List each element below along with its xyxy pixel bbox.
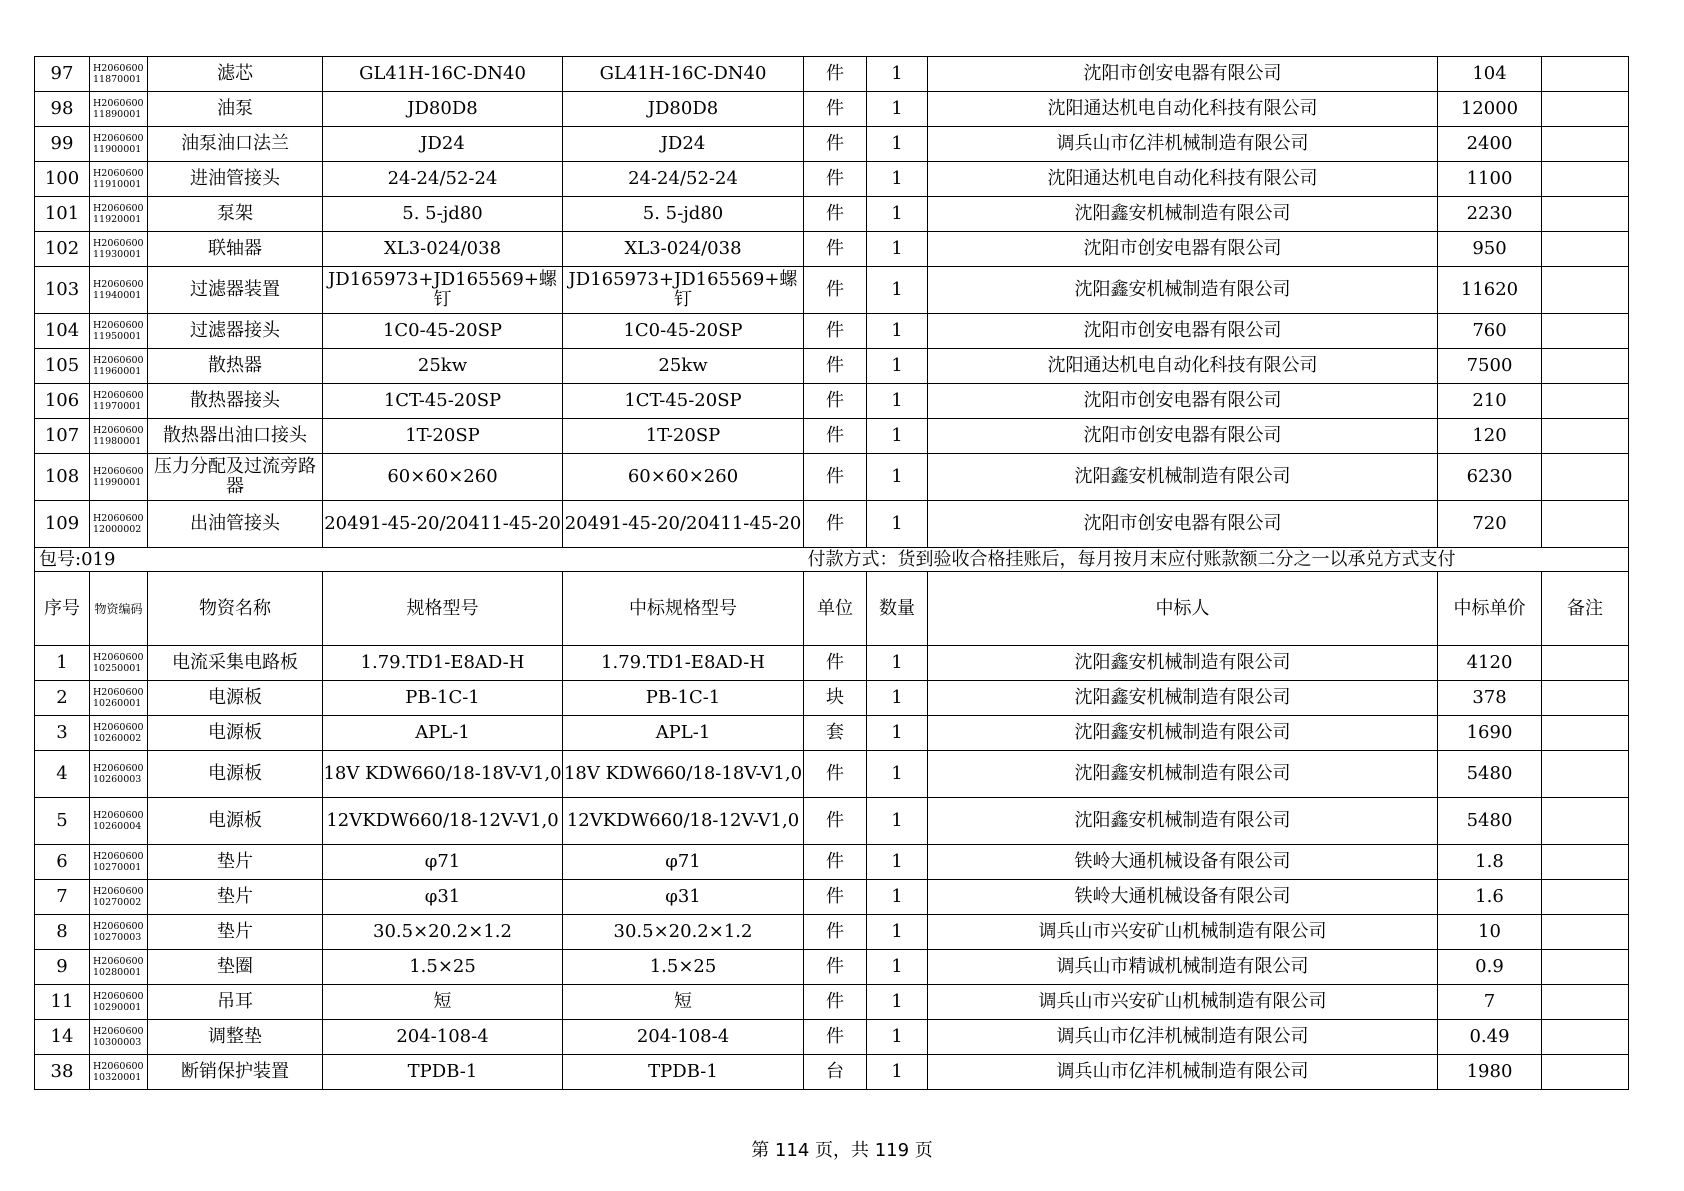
- row-name: 过滤器接头: [148, 314, 323, 349]
- row-winner: 沈阳鑫安机械制造有限公司: [928, 454, 1438, 501]
- row-price: 12000: [1438, 92, 1542, 127]
- header-row: [35, 572, 1629, 646]
- row-bid-spec: 1.5×25: [563, 950, 804, 985]
- row-price: 720: [1438, 501, 1542, 548]
- row-code: H2060600 11930001: [90, 232, 148, 267]
- row-spec: 20491-45-20/20411-45-20: [323, 501, 563, 548]
- row-price: 760: [1438, 314, 1542, 349]
- row-winner: 铁岭大通机械设备有限公司: [928, 845, 1438, 880]
- table-row: [35, 57, 1629, 92]
- row-qty: 1: [867, 985, 928, 1020]
- row-winner: 沈阳通达机电自动化科技有限公司: [928, 349, 1438, 384]
- row-name: 滤芯: [148, 57, 323, 92]
- row-price: 1.8: [1438, 845, 1542, 880]
- row-winner: 调兵山市兴安矿山机械制造有限公司: [928, 985, 1438, 1020]
- row-price: 0.49: [1438, 1020, 1542, 1055]
- row-name: 垫片: [148, 880, 323, 915]
- row-unit: 件: [804, 57, 867, 92]
- row-winner: 调兵山市精诚机械制造有限公司: [928, 950, 1438, 985]
- procurement-table: [34, 56, 1629, 1090]
- row-price: 1.6: [1438, 880, 1542, 915]
- header-qty: 数量: [867, 572, 928, 646]
- row-qty: 1: [867, 501, 928, 548]
- row-code: H2060600 11950001: [90, 314, 148, 349]
- row-unit: 件: [804, 197, 867, 232]
- row-note: [1542, 1055, 1629, 1090]
- row-spec: 1CT-45-20SP: [323, 384, 563, 419]
- row-spec: 24-24/52-24: [323, 162, 563, 197]
- row-name: 垫圈: [148, 950, 323, 985]
- row-no: 14: [35, 1020, 90, 1055]
- row-note: [1542, 646, 1629, 681]
- row-no: 7: [35, 880, 90, 915]
- header-bid-spec: 中标规格型号: [563, 572, 804, 646]
- table-row: [35, 267, 1629, 314]
- row-no: 98: [35, 92, 90, 127]
- row-note: [1542, 454, 1629, 501]
- row-note: [1542, 197, 1629, 232]
- row-qty: 1: [867, 681, 928, 716]
- row-bid-spec: φ71: [563, 845, 804, 880]
- table-row: [35, 950, 1629, 985]
- row-winner: 沈阳通达机电自动化科技有限公司: [928, 92, 1438, 127]
- table-row: [35, 646, 1629, 681]
- row-code: H2060600 10320001: [90, 1055, 148, 1090]
- row-note: [1542, 985, 1629, 1020]
- table-row: [35, 985, 1629, 1020]
- row-winner: 调兵山市亿沣机械制造有限公司: [928, 1055, 1438, 1090]
- row-winner: 调兵山市亿沣机械制造有限公司: [928, 127, 1438, 162]
- row-code: H2060600 11910001: [90, 162, 148, 197]
- row-price: 4120: [1438, 646, 1542, 681]
- row-bid-spec: 1C0-45-20SP: [563, 314, 804, 349]
- header-code: 物资编码: [90, 572, 148, 646]
- row-name: 电源板: [148, 751, 323, 798]
- row-spec: 25kw: [323, 349, 563, 384]
- row-note: [1542, 681, 1629, 716]
- row-winner: 沈阳鑫安机械制造有限公司: [928, 681, 1438, 716]
- row-unit: 件: [804, 798, 867, 845]
- table-row: [35, 798, 1629, 845]
- row-unit: 件: [804, 845, 867, 880]
- row-unit: 件: [804, 419, 867, 454]
- row-qty: 1: [867, 845, 928, 880]
- row-price: 1690: [1438, 716, 1542, 751]
- row-note: [1542, 716, 1629, 751]
- row-spec: φ31: [323, 880, 563, 915]
- row-qty: 1: [867, 798, 928, 845]
- row-price: 1100: [1438, 162, 1542, 197]
- row-name: 散热器出油口接头: [148, 419, 323, 454]
- row-price: 0.9: [1438, 950, 1542, 985]
- row-name: 联轴器: [148, 232, 323, 267]
- row-name: 出油管接头: [148, 501, 323, 548]
- table-row: [35, 384, 1629, 419]
- row-qty: 1: [867, 1055, 928, 1090]
- row-unit: 件: [804, 267, 867, 314]
- row-bid-spec: 25kw: [563, 349, 804, 384]
- row-price: 2400: [1438, 127, 1542, 162]
- row-spec: 5. 5-jd80: [323, 197, 563, 232]
- payment-terms: 付款方式：货到验收合格挂账后，每月按月末应付账款额二分之一以承兑方式支付: [804, 548, 1629, 572]
- row-name: 油泵: [148, 92, 323, 127]
- row-code: H2060600 12000002: [90, 501, 148, 548]
- row-code: H2060600 10270001: [90, 845, 148, 880]
- row-qty: 1: [867, 1020, 928, 1055]
- row-price: 5480: [1438, 798, 1542, 845]
- row-no: 4: [35, 751, 90, 798]
- row-spec: 1.5×25: [323, 950, 563, 985]
- row-no: 103: [35, 267, 90, 314]
- row-code: H2060600 11980001: [90, 419, 148, 454]
- row-qty: 1: [867, 92, 928, 127]
- row-no: 38: [35, 1055, 90, 1090]
- row-code: H2060600 10260002: [90, 716, 148, 751]
- row-bid-spec: 1.79.TD1-E8AD-H: [563, 646, 804, 681]
- row-note: [1542, 232, 1629, 267]
- row-note: [1542, 384, 1629, 419]
- row-qty: 1: [867, 349, 928, 384]
- row-spec: PB-1C-1: [323, 681, 563, 716]
- row-qty: 1: [867, 419, 928, 454]
- row-code: H2060600 11890001: [90, 92, 148, 127]
- row-bid-spec: 1T-20SP: [563, 419, 804, 454]
- row-code: H2060600 10280001: [90, 950, 148, 985]
- row-unit: 件: [804, 646, 867, 681]
- row-price: 210: [1438, 384, 1542, 419]
- row-name: 吊耳: [148, 985, 323, 1020]
- row-unit: 件: [804, 501, 867, 548]
- table-row: [35, 454, 1629, 501]
- row-unit: 台: [804, 1055, 867, 1090]
- table-row: [35, 314, 1629, 349]
- row-qty: 1: [867, 314, 928, 349]
- row-note: [1542, 127, 1629, 162]
- row-code: H2060600 10270003: [90, 915, 148, 950]
- row-spec: φ71: [323, 845, 563, 880]
- row-note: [1542, 751, 1629, 798]
- row-bid-spec: 204-108-4: [563, 1020, 804, 1055]
- row-note: [1542, 501, 1629, 548]
- table-row: [35, 845, 1629, 880]
- row-winner: 沈阳鑫安机械制造有限公司: [928, 197, 1438, 232]
- row-unit: 套: [804, 716, 867, 751]
- row-spec: 204-108-4: [323, 1020, 563, 1055]
- row-code: H2060600 10260004: [90, 798, 148, 845]
- row-spec: JD80D8: [323, 92, 563, 127]
- row-winner: 沈阳鑫安机械制造有限公司: [928, 798, 1438, 845]
- row-spec: APL-1: [323, 716, 563, 751]
- row-winner: 沈阳市创安电器有限公司: [928, 501, 1438, 548]
- row-bid-spec: 30.5×20.2×1.2: [563, 915, 804, 950]
- row-note: [1542, 314, 1629, 349]
- row-code: H2060600 11940001: [90, 267, 148, 314]
- row-note: [1542, 92, 1629, 127]
- table-row: [35, 419, 1629, 454]
- row-no: 100: [35, 162, 90, 197]
- table-row: [35, 915, 1629, 950]
- row-code: H2060600 11990001: [90, 454, 148, 501]
- row-name: 泵架: [148, 197, 323, 232]
- row-price: 10: [1438, 915, 1542, 950]
- row-no: 109: [35, 501, 90, 548]
- row-spec: TPDB-1: [323, 1055, 563, 1090]
- table-row: [35, 501, 1629, 548]
- row-no: 8: [35, 915, 90, 950]
- row-qty: 1: [867, 127, 928, 162]
- row-no: 11: [35, 985, 90, 1020]
- header-name: 物资名称: [148, 572, 323, 646]
- row-unit: 件: [804, 950, 867, 985]
- row-no: 6: [35, 845, 90, 880]
- row-price: 7500: [1438, 349, 1542, 384]
- row-spec: 18V KDW660/18-18V-V1,0: [323, 751, 563, 798]
- package-row: [35, 548, 1629, 572]
- row-spec: 1.79.TD1-E8AD-H: [323, 646, 563, 681]
- row-note: [1542, 57, 1629, 92]
- row-unit: 件: [804, 349, 867, 384]
- package-label: 包号:019: [35, 548, 804, 572]
- row-qty: 1: [867, 950, 928, 985]
- row-unit: 块: [804, 681, 867, 716]
- row-unit: 件: [804, 880, 867, 915]
- row-unit: 件: [804, 1020, 867, 1055]
- row-price: 120: [1438, 419, 1542, 454]
- row-note: [1542, 419, 1629, 454]
- row-qty: 1: [867, 197, 928, 232]
- row-name: 过滤器装置: [148, 267, 323, 314]
- row-note: [1542, 349, 1629, 384]
- row-winner: 沈阳鑫安机械制造有限公司: [928, 751, 1438, 798]
- header-winner: 中标人: [928, 572, 1438, 646]
- row-winner: 沈阳鑫安机械制造有限公司: [928, 267, 1438, 314]
- row-winner: 沈阳市创安电器有限公司: [928, 384, 1438, 419]
- row-name: 垫片: [148, 915, 323, 950]
- table-row: [35, 880, 1629, 915]
- row-qty: 1: [867, 57, 928, 92]
- row-unit: 件: [804, 92, 867, 127]
- row-unit: 件: [804, 915, 867, 950]
- row-code: H2060600 10300003: [90, 1020, 148, 1055]
- row-bid-spec: φ31: [563, 880, 804, 915]
- row-name: 压力分配及过流旁路器: [148, 454, 323, 501]
- row-winner: 沈阳市创安电器有限公司: [928, 57, 1438, 92]
- row-no: 1: [35, 646, 90, 681]
- bottom-rows: [35, 646, 1629, 1090]
- row-winner: 沈阳市创安电器有限公司: [928, 419, 1438, 454]
- row-qty: 1: [867, 384, 928, 419]
- row-code: H2060600 11920001: [90, 197, 148, 232]
- row-name: 电流采集电路板: [148, 646, 323, 681]
- row-spec: GL41H-16C-DN40: [323, 57, 563, 92]
- row-winner: 沈阳市创安电器有限公司: [928, 232, 1438, 267]
- row-bid-spec: 60×60×260: [563, 454, 804, 501]
- row-code: H2060600 10250001: [90, 646, 148, 681]
- row-spec: 12VKDW660/18-12V-V1,0: [323, 798, 563, 845]
- row-code: H2060600 10270002: [90, 880, 148, 915]
- row-bid-spec: APL-1: [563, 716, 804, 751]
- header-unit: 单位: [804, 572, 867, 646]
- row-no: 101: [35, 197, 90, 232]
- row-bid-spec: 短: [563, 985, 804, 1020]
- header-spec: 规格型号: [323, 572, 563, 646]
- row-bid-spec: 24-24/52-24: [563, 162, 804, 197]
- row-bid-spec: JD24: [563, 127, 804, 162]
- row-no: 9: [35, 950, 90, 985]
- row-winner: 沈阳市创安电器有限公司: [928, 314, 1438, 349]
- row-spec: 短: [323, 985, 563, 1020]
- row-winner: 沈阳鑫安机械制造有限公司: [928, 716, 1438, 751]
- row-name: 散热器接头: [148, 384, 323, 419]
- row-no: 102: [35, 232, 90, 267]
- row-unit: 件: [804, 454, 867, 501]
- row-winner: 铁岭大通机械设备有限公司: [928, 880, 1438, 915]
- row-note: [1542, 267, 1629, 314]
- header-price: 中标单价: [1438, 572, 1542, 646]
- row-no: 99: [35, 127, 90, 162]
- row-no: 97: [35, 57, 90, 92]
- row-price: 104: [1438, 57, 1542, 92]
- row-note: [1542, 798, 1629, 845]
- row-name: 断销保护装置: [148, 1055, 323, 1090]
- row-code: H2060600 11900001: [90, 127, 148, 162]
- row-name: 油泵油口法兰: [148, 127, 323, 162]
- row-spec: 30.5×20.2×1.2: [323, 915, 563, 950]
- row-bid-spec: TPDB-1: [563, 1055, 804, 1090]
- row-no: 106: [35, 384, 90, 419]
- header-note: 备注: [1542, 572, 1629, 646]
- row-code: H2060600 11870001: [90, 57, 148, 92]
- row-unit: 件: [804, 162, 867, 197]
- row-bid-spec: 5. 5-jd80: [563, 197, 804, 232]
- row-name: 垫片: [148, 845, 323, 880]
- row-price: 5480: [1438, 751, 1542, 798]
- row-note: [1542, 950, 1629, 985]
- table-row: [35, 716, 1629, 751]
- row-code: H2060600 10260001: [90, 681, 148, 716]
- row-name: 调整垫: [148, 1020, 323, 1055]
- row-unit: 件: [804, 127, 867, 162]
- page-footer: 第 114 页，共 119 页: [751, 1140, 933, 1161]
- row-code: H2060600 10260003: [90, 751, 148, 798]
- row-spec: JD24: [323, 127, 563, 162]
- row-spec: XL3-024/038: [323, 232, 563, 267]
- row-qty: 1: [867, 162, 928, 197]
- row-bid-spec: 1CT-45-20SP: [563, 384, 804, 419]
- row-price: 11620: [1438, 267, 1542, 314]
- row-bid-spec: 20491-45-20/20411-45-20: [563, 501, 804, 548]
- row-name: 散热器: [148, 349, 323, 384]
- row-note: [1542, 915, 1629, 950]
- row-price: 950: [1438, 232, 1542, 267]
- row-unit: 件: [804, 985, 867, 1020]
- table-row: [35, 1055, 1629, 1090]
- table-row: [35, 127, 1629, 162]
- row-no: 105: [35, 349, 90, 384]
- row-code: H2060600 11970001: [90, 384, 148, 419]
- table-row: [35, 232, 1629, 267]
- table-row: [35, 162, 1629, 197]
- row-winner: 调兵山市亿沣机械制造有限公司: [928, 1020, 1438, 1055]
- row-note: [1542, 845, 1629, 880]
- top-rows: [35, 57, 1629, 548]
- table-row: [35, 197, 1629, 232]
- row-spec: 1C0-45-20SP: [323, 314, 563, 349]
- row-qty: 1: [867, 716, 928, 751]
- row-bid-spec: JD80D8: [563, 92, 804, 127]
- row-note: [1542, 1020, 1629, 1055]
- row-price: 2230: [1438, 197, 1542, 232]
- table-row: [35, 92, 1629, 127]
- row-spec: JD165973+JD165569+螺钉: [323, 267, 563, 314]
- row-qty: 1: [867, 232, 928, 267]
- row-price: 1980: [1438, 1055, 1542, 1090]
- row-qty: 1: [867, 751, 928, 798]
- row-no: 2: [35, 681, 90, 716]
- row-name: 电源板: [148, 681, 323, 716]
- row-bid-spec: 18V KDW660/18-18V-V1,0: [563, 751, 804, 798]
- row-qty: 1: [867, 454, 928, 501]
- row-qty: 1: [867, 646, 928, 681]
- row-price: 378: [1438, 681, 1542, 716]
- row-price: 6230: [1438, 454, 1542, 501]
- table-row: [35, 751, 1629, 798]
- row-no: 107: [35, 419, 90, 454]
- row-bid-spec: GL41H-16C-DN40: [563, 57, 804, 92]
- row-unit: 件: [804, 314, 867, 349]
- row-bid-spec: JD165973+JD165569+螺钉: [563, 267, 804, 314]
- table-row: [35, 349, 1629, 384]
- row-name: 电源板: [148, 716, 323, 751]
- header-no: 序号: [35, 572, 90, 646]
- row-bid-spec: XL3-024/038: [563, 232, 804, 267]
- table-row: [35, 681, 1629, 716]
- table-row: [35, 1020, 1629, 1055]
- row-qty: 1: [867, 267, 928, 314]
- row-name: 电源板: [148, 798, 323, 845]
- row-winner: 沈阳鑫安机械制造有限公司: [928, 646, 1438, 681]
- row-spec: 1T-20SP: [323, 419, 563, 454]
- row-bid-spec: PB-1C-1: [563, 681, 804, 716]
- row-price: 7: [1438, 985, 1542, 1020]
- row-bid-spec: 12VKDW660/18-12V-V1,0: [563, 798, 804, 845]
- row-note: [1542, 162, 1629, 197]
- row-qty: 1: [867, 880, 928, 915]
- row-winner: 调兵山市兴安矿山机械制造有限公司: [928, 915, 1438, 950]
- row-no: 5: [35, 798, 90, 845]
- row-qty: 1: [867, 915, 928, 950]
- row-unit: 件: [804, 232, 867, 267]
- row-note: [1542, 880, 1629, 915]
- row-name: 进油管接头: [148, 162, 323, 197]
- row-unit: 件: [804, 384, 867, 419]
- row-winner: 沈阳通达机电自动化科技有限公司: [928, 162, 1438, 197]
- row-no: 104: [35, 314, 90, 349]
- row-spec: 60×60×260: [323, 454, 563, 501]
- row-unit: 件: [804, 751, 867, 798]
- row-code: H2060600 10290001: [90, 985, 148, 1020]
- row-no: 3: [35, 716, 90, 751]
- row-code: H2060600 11960001: [90, 349, 148, 384]
- row-no: 108: [35, 454, 90, 501]
